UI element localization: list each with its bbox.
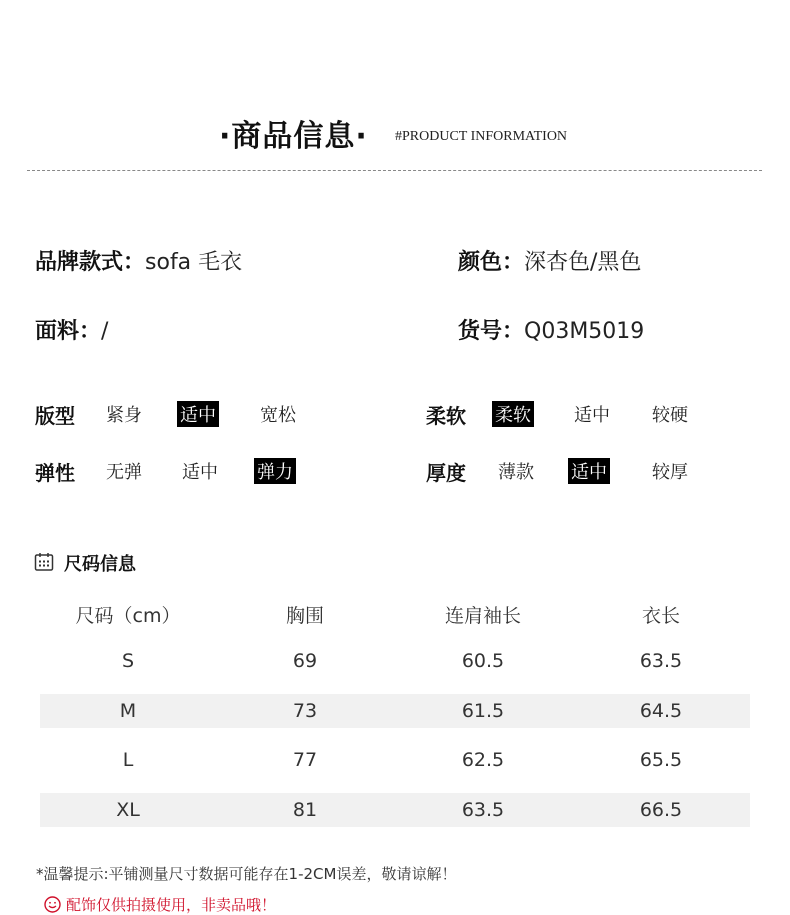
- thickness-label: 厚度: [426, 461, 466, 485]
- thickness-option: 适中: [568, 458, 610, 484]
- fabric-row: [35, 314, 108, 345]
- softness-option: 较硬: [652, 405, 688, 426]
- color-row: [458, 245, 641, 276]
- table-cell: 73: [292, 700, 318, 722]
- softness-label: 柔软: [426, 404, 466, 428]
- color-value: 深杏色/黑色: [524, 250, 642, 275]
- thickness-option: 薄款: [498, 462, 534, 483]
- size-header-chest: 胸围: [285, 605, 324, 627]
- elasticity-option: 弹力: [254, 458, 296, 484]
- table-cell: XL: [116, 799, 140, 821]
- size-header-sleeve: 连肩袖长: [444, 605, 521, 627]
- table-cell: 63.5: [461, 799, 505, 821]
- measurement-tip: *温馨提示:平铺测量尺寸数据可能存在1-2CM误差，敬请谅解！: [36, 865, 457, 883]
- table-cell: 69: [292, 650, 318, 672]
- table-cell: L: [122, 749, 134, 771]
- table-cell: 77: [292, 749, 318, 771]
- page-title: ·商品信息·: [219, 119, 368, 154]
- softness-option: 柔软: [492, 401, 534, 427]
- elasticity-option: 无弹: [106, 462, 142, 483]
- accessory-warning-text: 配饰仅供拍摄使用，非卖品哦！: [66, 896, 277, 914]
- table-cell: 81: [292, 799, 318, 821]
- brand-value: sofa 毛衣: [145, 250, 243, 275]
- table-cell: 63.5: [639, 650, 683, 672]
- page-subtitle: #PRODUCT INFORMATION: [395, 129, 568, 144]
- table-cell: 62.5: [461, 749, 505, 771]
- smile-icon: [44, 896, 61, 913]
- sku-row: [458, 314, 644, 345]
- fit-option: 适中: [177, 401, 219, 427]
- table-cell: 65.5: [639, 749, 683, 771]
- elasticity-label: 弹性: [35, 461, 75, 485]
- softness-option: 适中: [574, 405, 610, 426]
- table-cell: 61.5: [461, 700, 505, 722]
- fabric-value: /: [101, 319, 109, 344]
- color-label: 颜色：: [458, 250, 525, 275]
- header-divider: [27, 170, 762, 171]
- sku-value: Q03M5019: [524, 319, 645, 344]
- accessory-warning: [44, 894, 276, 915]
- table-cell: 64.5: [639, 700, 683, 722]
- fit-label: 版型: [35, 404, 75, 428]
- table-cell: S: [121, 650, 135, 672]
- size-header-size: 尺码（cm）: [75, 605, 181, 627]
- brand-row: [35, 245, 242, 276]
- elasticity-option: 适中: [182, 462, 218, 483]
- fit-option: 紧身: [106, 405, 142, 426]
- size-section-title: 尺码信息: [64, 554, 136, 575]
- calendar-icon: [34, 552, 54, 572]
- sku-label: 货号：: [458, 319, 525, 344]
- table-cell: M: [119, 700, 137, 722]
- table-cell: 60.5: [461, 650, 505, 672]
- table-cell: 66.5: [639, 799, 683, 821]
- fit-option: 宽松: [260, 405, 296, 426]
- size-header-length: 衣长: [641, 605, 680, 627]
- brand-label: 品牌款式：: [35, 250, 146, 275]
- thickness-option: 较厚: [652, 462, 688, 483]
- fabric-label: 面料：: [35, 319, 102, 344]
